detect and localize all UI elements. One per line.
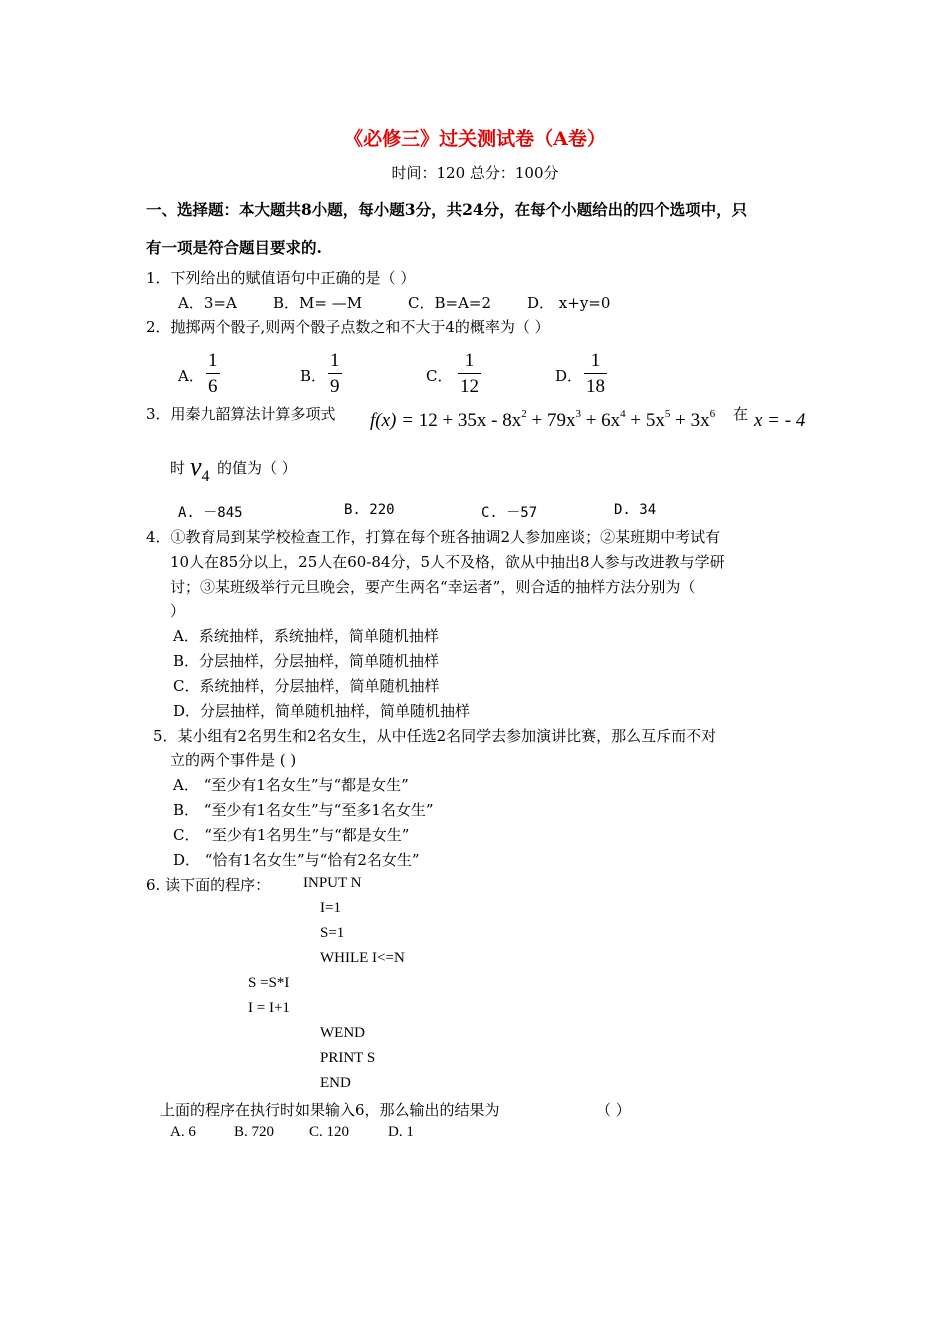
fraction-denominator: 6 — [208, 376, 218, 397]
q6-option-c: C. 120 — [309, 1124, 350, 1140]
q6-option-a: A. 6 — [170, 1124, 196, 1140]
q3-formula-term: + 5x — [625, 410, 665, 431]
q4-line2: 10人在85分以上，25人在60-84分，5人不及格，欲从中抽出8人参与改进教与学研 — [170, 553, 725, 571]
fraction-numerator: 1 — [464, 350, 475, 371]
q4-line3: 讨；③某班级举行元旦晚会，要产生两名“幸运者”，则合适的抽样方法分别为（ — [170, 578, 696, 596]
q5-option-d: D． “恰有1名女生”与“恰有2名女生” — [173, 851, 420, 869]
q3-option-d: D. 34 — [614, 502, 657, 518]
q2-option-a-label: A． — [178, 367, 204, 385]
q3-exp: 5 — [664, 408, 671, 420]
q3-option-a: A. －845 — [178, 505, 243, 521]
q6-question: 上面的程序在执行时如果输入6，那么输出的结果为 — [160, 1101, 500, 1119]
q6-option-d: D. 1 — [388, 1124, 414, 1140]
fraction-numerator: 1 — [208, 350, 218, 371]
fraction-denominator: 18 — [586, 376, 605, 397]
q2-option-b-label: B． — [300, 367, 327, 385]
q3-formula-term: + 6x — [580, 410, 621, 431]
q3-v-letter: v — [190, 452, 202, 481]
q2-option-d-label: D． — [555, 367, 583, 385]
q3-line2-prefix: 时 — [170, 459, 186, 477]
fraction-numerator: 1 — [590, 350, 601, 371]
q2-stem: 2．抛掷两个骰子,则两个骰子点数之和不大于4的概率为（ ） — [146, 318, 550, 336]
q6-code-line: INPUT N — [303, 875, 362, 891]
q4-option-b: B．分层抽样，分层抽样，简单随机抽样 — [173, 652, 440, 670]
q4-option-c: C．系统抽样，分层抽样，简单随机抽样 — [173, 677, 440, 695]
q3-polynomial — [370, 410, 715, 432]
q3-stem-prefix: 3．用秦九韶算法计算多项式 — [146, 405, 336, 423]
q3-option-b: B. 220 — [344, 502, 395, 518]
q6-option-b: B. 720 — [234, 1124, 275, 1140]
q6-code-line: I=1 — [320, 900, 341, 916]
q2-option-c-fraction — [458, 350, 481, 398]
q3-exp: 3 — [575, 408, 581, 420]
exam-title: 《必修三》过关测试卷（A卷） — [344, 128, 606, 150]
q4-option-d: D．分层抽样，简单随机抽样，简单随机抽样 — [173, 702, 471, 720]
q3-exp: 2 — [521, 408, 527, 420]
q5-option-b: B． “至少有1名女生”与“至多1名女生” — [173, 801, 434, 819]
q6-code-line: I = I+1 — [248, 1000, 290, 1016]
q2-option-a-fraction — [206, 350, 220, 398]
exam-info: 时间：120 总分：100分 — [391, 164, 559, 182]
q3-line2-suffix: 的值为（ ） — [217, 459, 297, 477]
fraction-denominator: 12 — [460, 376, 479, 397]
q3-v4-symbol — [190, 452, 210, 485]
q1-option-d: D． x+y=0 — [527, 294, 611, 312]
fraction-denominator: 9 — [330, 376, 340, 397]
q5-line1: 5．某小组有2名男生和2名女生，从中任选2名同学去参加演讲比赛，那么互斥而不对 — [153, 727, 717, 745]
q6-code-line: S=1 — [320, 925, 345, 941]
fraction-numerator: 1 — [330, 350, 340, 371]
q6-code-line: PRINT S — [320, 1050, 376, 1066]
q3-exp: 6 — [709, 408, 716, 420]
q2-option-b-fraction — [328, 350, 342, 398]
q4-option-a: A．系统抽样，系统抽样，简单随机抽样 — [173, 627, 439, 645]
q3-formula-term: 12 + 35x - 8x — [418, 410, 522, 431]
q2-option-d-fraction — [584, 350, 607, 398]
q6-code-line: END — [320, 1075, 351, 1091]
fraction-bar — [206, 373, 220, 374]
fraction-bar — [458, 373, 481, 374]
q1-option-a: A．3=A — [178, 294, 237, 312]
q3-exp: 4 — [620, 408, 626, 420]
q3-x-value-text: x = - 4 — [754, 410, 806, 431]
section-heading-line2: 有一项是符合题目要求的. — [146, 238, 322, 257]
q5-option-a: A． “至少有1名女生”与“都是女生” — [173, 776, 409, 794]
q4-line1: 4．①教育局到某学校检查工作，打算在每个班各抽调2人参加座谈；②某班期中考试有 — [146, 528, 721, 546]
q6-code-line: WHILE I<=N — [320, 950, 405, 966]
q3-formula-term: + 79x — [526, 410, 576, 431]
q3-at-text: 在 — [733, 405, 749, 423]
q6-code-line: S =S*I — [248, 975, 290, 991]
section-heading-line1: 一、选择题：本大题共8小题，每小题3分，共24分，在每个小题给出的四个选项中，只 — [146, 200, 748, 219]
q3-x-value — [754, 410, 805, 432]
q2-option-c-label: C． — [426, 367, 453, 385]
q5-line2: 立的两个事件是 ( ) — [170, 751, 297, 769]
q5-option-c: C． “至少有1名男生”与“都是女生” — [173, 826, 410, 844]
fraction-bar — [584, 373, 607, 374]
q1-option-c: C．B=A=2 — [408, 294, 492, 312]
q3-formula-lhs: f(x) = — [370, 410, 419, 431]
q6-code-line: WEND — [320, 1025, 365, 1041]
q1-stem: 1．下列给出的赋值语句中正确的是（ ） — [146, 269, 416, 287]
q3-v-subscript: 4 — [201, 468, 210, 485]
q6-answer-paren: （ ） — [596, 1101, 631, 1119]
q6-stem: 6. 读下面的程序： — [146, 876, 271, 894]
q1-option-b: B．M= —M — [273, 294, 363, 312]
q3-formula-term: + 3x — [670, 410, 710, 431]
q4-line4: ） — [170, 602, 186, 620]
q3-option-c: C. －57 — [481, 505, 538, 521]
fraction-bar — [328, 373, 342, 374]
